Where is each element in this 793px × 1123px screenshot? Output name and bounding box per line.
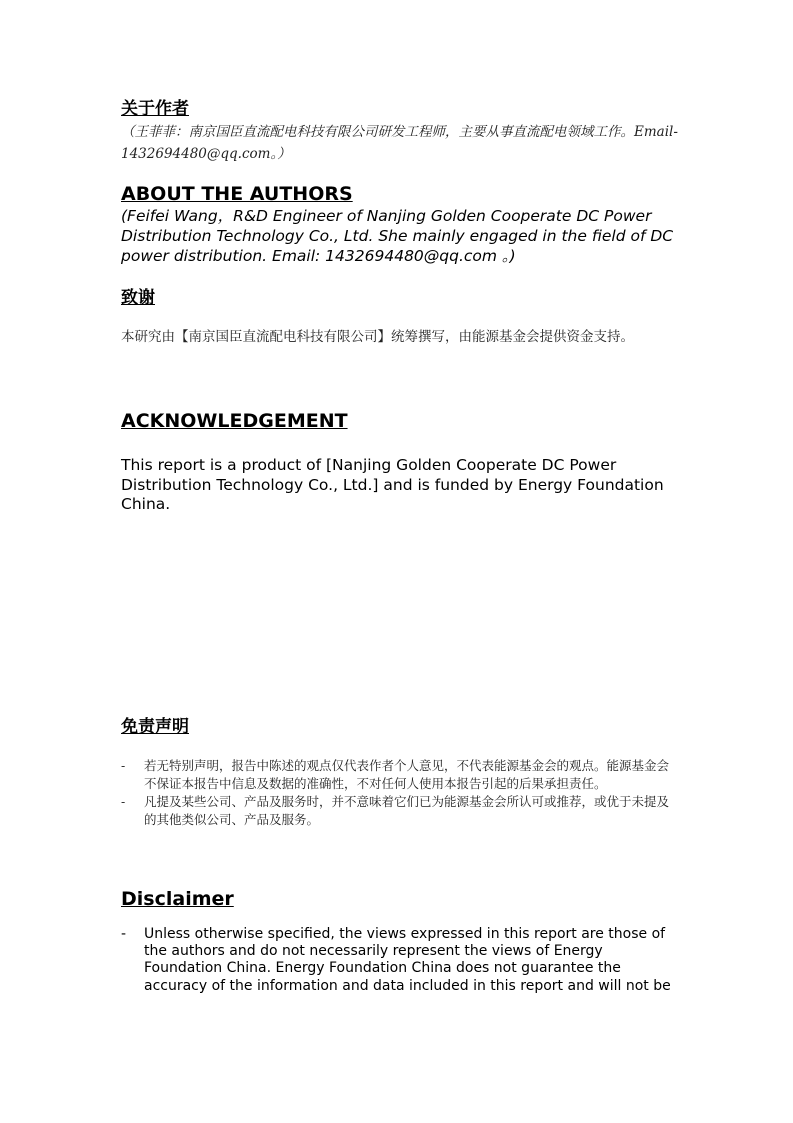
disclaimer-en-list <box>121 926 681 995</box>
acknowledgement-en-heading: ACKNOWLEDGEMENT <box>121 410 348 432</box>
list-item <box>121 757 681 793</box>
acknowledgement-cn-section <box>121 287 681 348</box>
list-item-text: 凡提及某些公司、产品及服务时，并不意味着它们已为能源基金会所认可或推荐，或优于未提及的其他类似公司、产品及服务。 <box>144 794 670 827</box>
bullet-dash: - <box>121 758 126 773</box>
disclaimer-cn-heading: 免责声明 <box>121 717 189 737</box>
list-item-text: 若无特别声明，报告中陈述的观点仅代表作者个人意见，不代表能源基金会的观点。能源基金会不保证本报告中信息及数据的准确性，不对任何人使用本报告引起的后果承担责任。 <box>144 758 670 791</box>
about-authors-en-text: (Feifei Wang，R&D Engineer of Nanjing Golden Cooperate DC Power Distribution Technology Co., Ltd. She mainly engaged in the field of DC power distribution. Email: 1432694480@qq.com 。) <box>121 207 674 265</box>
disclaimer-en-heading: Disclaimer <box>121 888 234 910</box>
about-authors-en-heading: ABOUT THE AUTHORS <box>121 183 353 205</box>
list-item-text: Unless otherwise specified, the views expressed in this report are those of the authors and do not necessarily represent the views of Energy Foundation China. Energy Foundation China does not guarantee the accuracy of the information and data included in this report and will not be <box>144 926 671 994</box>
about-authors-cn-section <box>121 98 681 165</box>
bullet-dash: - <box>121 794 126 809</box>
disclaimer-cn-section <box>121 716 681 829</box>
bullet-dash: - <box>121 926 127 942</box>
list-item <box>121 926 681 995</box>
about-authors-en-section <box>121 183 681 266</box>
acknowledgement-en-section <box>121 410 681 515</box>
acknowledgement-cn-text: 本研究由【南京国臣直流配电科技有限公司】统筹撰写，由能源基金会提供资金支持。 <box>121 329 634 345</box>
about-authors-cn-text: （王菲菲：南京国臣直流配电科技有限公司研发工程师，主要从事直流配电领域工作。Email-1432694480@qq.com。） <box>121 124 678 162</box>
list-item <box>121 793 681 829</box>
acknowledgement-en-text: This report is a product of [Nanjing Golden Cooperate DC Power Distribution Technology Co., Ltd.] and is funded by Energy Foundation China. <box>121 456 664 513</box>
about-authors-cn-heading: 关于作者 <box>121 99 189 119</box>
disclaimer-en-section <box>121 888 681 995</box>
disclaimer-cn-list <box>121 757 681 829</box>
acknowledgement-cn-heading: 致谢 <box>121 288 155 308</box>
